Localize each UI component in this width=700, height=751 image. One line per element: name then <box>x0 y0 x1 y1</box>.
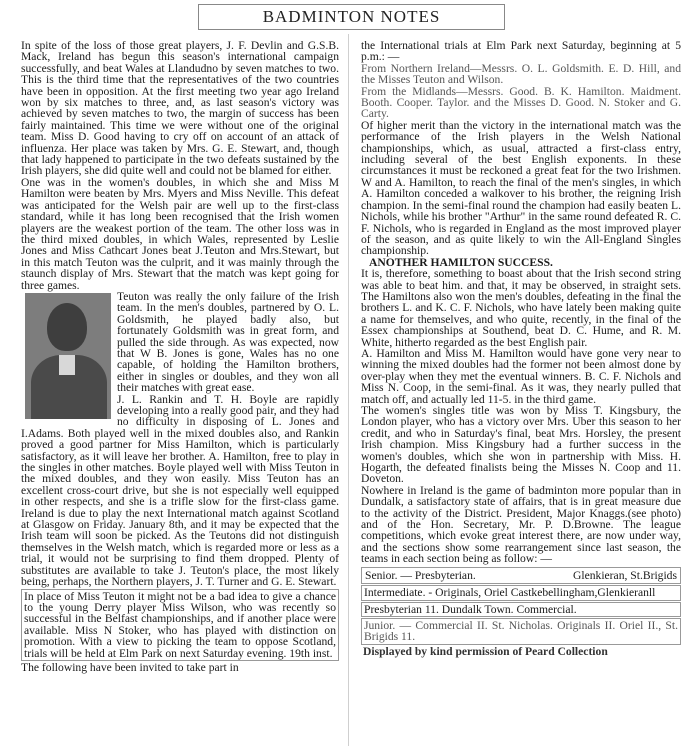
column-divider <box>348 34 349 746</box>
portrait-photo <box>25 293 111 419</box>
highlight-box <box>21 589 339 661</box>
senior-teams: Glenkieran, St.Brigids <box>572 568 677 582</box>
senior-label: Senior. — Presbyterian. <box>365 568 476 582</box>
article-paragraph: From Northern Ireland—Messrs. O. L. Goldsmith. E. D. Hill, and the Misses Teuton and Wilson. <box>361 61 681 87</box>
article-paragraph: One was in the women's doubles, in which she and Miss M Hamilton were beaten by Mrs. Myers and Miss Neville. This defeat was anticipated for the Welsh pair are well up to the first-class standard, while it has long been recognised that the Irish women players are the weakest portion of the team. The other loss was in the third mixed doubles, in which Wales, represented by Leslie Jones and Miss Cathcart Jones beat J.Teuton and Mrs.Stewart, but in this match Teuton was the culprit, and it was mainly through the staunch display of Mrs. Stewart that the match was kept going for three games. <box>21 175 339 292</box>
article-paragraph: Teuton was really the only failure of the Irish team. In the men's doubles, partnered by O. L. Goldsmith, he played badly also, but fortunately Goldsmith was in great form, and pulled the side through. As was expected, now that W B. Jones is gone, Wales has no one capable, of holding the Hamilton brothers, either in singles or doubles, and they won all their matches with great ease. <box>117 289 339 395</box>
intermediate-row: Intermediate. - Originals, Oriel Castkebellingham,Glenkieranll <box>361 585 681 600</box>
photo-credit: Displayed by kind permission of Peard Collection <box>363 644 608 658</box>
article-paragraph: In place of Miss Teuton it might not be a bad idea to give a chance to the young Derry player Miss Wilson, who was recently so successful in the Belfast championships, and if another place were available. Miss N Stoker, who has played with distinction on promotion. With a view to picking the team to oppose Scotland, trials will be held at Elm Park on next Saturday evening. 19th inst. <box>24 589 336 660</box>
left-column <box>21 40 339 673</box>
section-heading: ANOTHER HAMILTON SUCCESS. <box>369 255 553 269</box>
right-column <box>361 40 681 657</box>
article-paragraph: In spite of the loss of those great players, J. F. Devlin and G.S.B. Mack, Ireland has begun this season's international campaign successfully, and beat Wales at Llandudno by seven matches to two. This is the third time that the representatives of the two countries have been in opposition. At the first meeting two year ago Ireland won by six matches to three, and, as last season's victory was achieved by seven matches to two, the margin of success has been fairly maintained. This time we were without one of the original team. Miss D. Good having to cry off on account of an attack of influenza. Her place was taken by Mrs. G. E. Stewart, and, though that lady happened to participate in the two defeats sustained by the Irish players, she did quite well and could not be blamed for either. <box>21 39 339 178</box>
article-paragraph: J. L. Rankin and T. H. Boyle are rapidly developing into a really good pair, and they had no difficulty in disposing of L. Jones and I.Adams. Both played well in the mixed doubles also, and Rankin proved a good partner for Miss Hamilton, which is particularly satisfactory, as it will leave her brother. A. Hamilton, free to play in the singles in other matches. Boyle played well with Miss Teuton in the mixed doubles, and they won easily. Miss Teuton has an excellent cross-court drive, but she is not especially well equipped in other respects, and she is a trifle slow for the first-class game. Ireland is due to play the next International match against Scotland at Glasgow on Friday. January 8th, and it may be expected that the Irish team will soon be picked. As the Teutons did not distinguish themselves in the Welsh match, which is regarded more or less as a trial, it would not be surprising to find them dropped. Plenty of substitutes are available to take J. Teuton's place, the most likely being, perhaps, the Northern players, J. T. Turner and G. E. Stewart. <box>21 392 339 589</box>
article-paragraph: the International trials at Elm Park next Saturday, beginning at 5 p.m.: — <box>361 39 681 64</box>
page-title: BADMINTON NOTES <box>198 4 505 30</box>
article-paragraph: A. Hamilton and Miss M. Hamilton would have gone very near to winning the mixed doubles had the former not been almost done by over-play when they met the eventual winners. B. C. F. Nichols and Miss N. Coop, in the semi-final. As it was, they nearly pulled that match off, and actually led 11-5. in the third game. <box>361 346 681 406</box>
article-paragraph: The women's singles title was won by Miss T. Kingsbury, the London player, who has a victory over Mrs. Uber this season to her credit, and who in Saturday's final, beat Mrs. Horsley, the present Irish champion. Miss Kingsbury had a further success in the women's doubles, which she won in partnership with Miss. H. Hogarth, the defeated finalists being the Misses N. Coop and 11. Doveton. <box>361 404 681 486</box>
presbyterian-row: Presbyterian 11. Dundalk Town. Commercial. <box>361 602 681 617</box>
article-paragraph: Nowhere in Ireland is the game of badminton more popular than in Dundalk, a satisfactory state of affairs, that is in great measure due to the activity of the District. President, Major Knaggs.(see photo) and of the Hon. Secretary, Mr. P. D.Browne. The league competitions, which evoke great interest there, are now under way, and the sections show some rearrangement since last season, the teams in each section being as follow: — <box>361 483 681 566</box>
article-paragraph: Of higher merit than the victory in the international match was the performance of the Irish players in the Welsh National championships, which, as usual, attracted a first-class entry, including several of the best English exponents. In these circumstances it must be reckoned a great feat for the two Irishmen. W and A. Hamilton, to reach the final of the men's singles, in which A. Hamilton conceded a walkover to his brother, the reigning Irish champion. In the semi-final round the champion had easily beaten L. Nichols, while his brother "Arthur" in the same round defeated R. C. F. Nichols, who is regarded in England as the most improved player of the season, and as quite likely to win the All-England Singles championship. <box>361 118 681 258</box>
league-results <box>361 567 681 657</box>
article-paragraph: The following have been invited to take part in <box>21 660 239 674</box>
senior-row <box>361 567 681 584</box>
article-paragraph: It is, therefore, something to boast about that the Irish second string was able to beat him. and that, it may be observed, in straight sets. The Hamiltons also won the men's doubles, defeating in the final the brothers L. and K. C. F. Nichols, who have lately been making quite a name for themselves, and who quite, recently, in the final of the Essex championships at Southend, beat D. C. Hume, and R. M. White, hitherto regarded as the best English pair. <box>361 267 681 349</box>
junior-row: Junior. — Commercial II. St. Nicholas. Originals II. Oriel II., St. Brigids 11. <box>361 618 681 645</box>
article-paragraph: From the Midlands—Messrs. Good. B. K. Hamilton. Maidment. Booth. Cooper. Taylor. and the Misses D. Good. N. Stoker and G. Carty. <box>361 84 681 121</box>
